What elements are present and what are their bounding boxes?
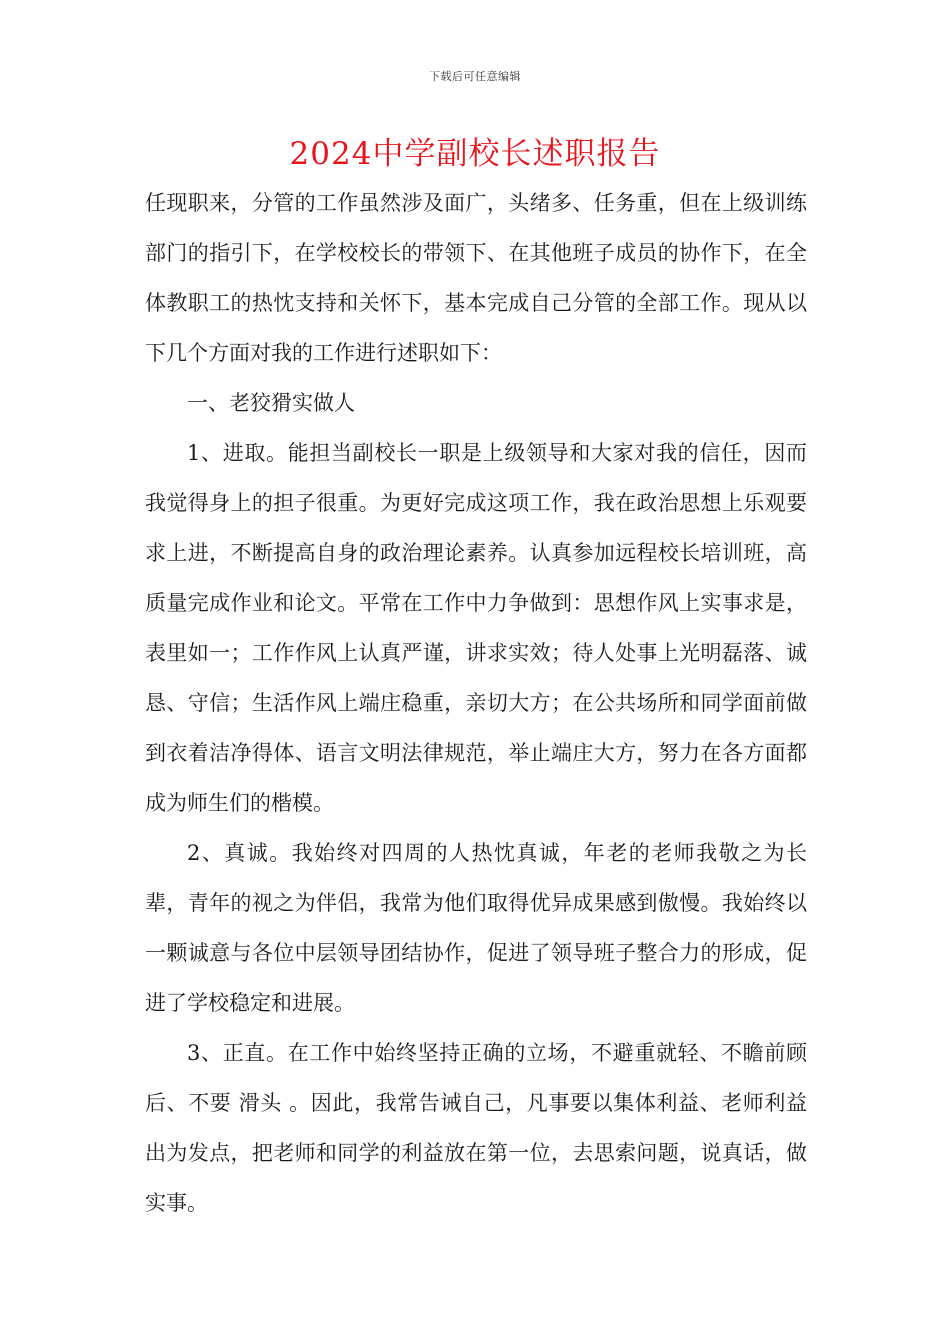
paragraph-item-3: 3、正直。在工作中始终坚持正确的立场，不避重就轻、不瞻前顾后、不要 滑头 。因此，我常告诫自己，凡事要以集体利益、老师利益出为发点，把老师和同学的利益放在第一位，去思索问题，说真话，做实事。 bbox=[145, 1041, 807, 1215]
paragraph-item-1: 1、进取。能担当副校长一职是上级领导和大家对我的信任，因而我觉得身上的担子很重。为更好完成这项工作，我在政治思想上乐观要求上进，不断提高自身的政治理论素养。认真参加远程校长培训班，高质量完成作业和论文。平常在工作中力争做到：思想作风上实事求是，表里如一；工作作风上认真严谨，讲求实效；待人处事上光明磊落、诚恳、守信；生活作风上端庄稳重，亲切大方；在公共场所和同学面前做到衣着洁净得体、语言文明法律规范，举止端庄大方，努力在各方面都成为师生们的楷模。 bbox=[145, 441, 807, 815]
document-title: 2024中学副校长述职报告 bbox=[289, 136, 661, 172]
document-body bbox=[145, 178, 807, 1228]
section-heading: 一、老狡猾实做人 bbox=[187, 391, 355, 415]
paragraph-intro: 任现职来，分管的工作虽然涉及面广，头绪多、任务重，但在上级训练部门的指引下，在学校校长的带领下、在其他班子成员的协作下，在全体教职工的热忱支持和关怀下，基本完成自己分管的全部工作。现从以下几个方面对我的工作进行述职如下： bbox=[145, 191, 807, 365]
paragraph-item-2: 2、真诚。我始终对四周的人热忱真诚，年老的老师我敬之为长辈，青年的视之为伴侣，我常为他们取得优异成果感到傲慢。我始终以一颗诚意与各位中层领导团结协作，促进了领导班子整合力的形成，促进了学校稳定和进展。 bbox=[145, 841, 807, 1015]
header-note: 下载后可任意编辑 bbox=[429, 70, 521, 83]
